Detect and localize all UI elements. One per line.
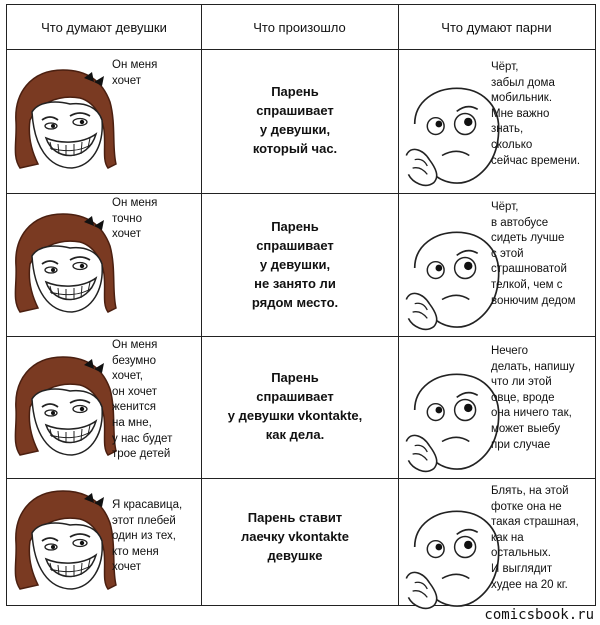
event-2: Парень спрашивает у девушки, не занято ли рядом место. [251, 218, 339, 310]
girl-thought-2: Он меня точно хочет [112, 197, 158, 241]
girl-face-icon [8, 351, 118, 461]
guy-face-icon [400, 505, 505, 610]
event-4: Парень ставит лаечку vkontakte девушке [241, 509, 349, 563]
row-1-girl-cell [8, 50, 198, 190]
girl-thought-3: Он меня безумно хочет, он хочет женится на мне, у нас будет трое детей [112, 339, 173, 461]
guy-thought-1: Чёрт, забыл дома мобильник. Мне важно знать, сколько сейчас времени. [491, 61, 581, 167]
guy-thought-4: Блять, на этой фотке она не такая страшная, как на остальных. И выглядит худее на 20 кг. [491, 485, 579, 591]
girl-thought-1: Он меня хочет [112, 59, 158, 87]
row-2-girl-cell [8, 194, 198, 334]
girl-face-icon [8, 485, 118, 595]
header-girls: Что думают девушки [41, 19, 167, 35]
header-guys: Что думают парни [441, 19, 552, 35]
girl-face-icon [8, 208, 118, 318]
header-what-happened: Что произошло [253, 19, 346, 35]
column-divider [398, 5, 399, 605]
guy-thought-2: Чёрт, в автобусе сидеть лучше с этой страшноватой телкой, чем с вонючим дедом [491, 201, 576, 307]
guy-face-icon [400, 226, 505, 331]
guy-face-icon [400, 368, 505, 473]
event-3: Парень спрашивает у девушки vkontakte, как дела. [227, 370, 363, 442]
guy-face-icon [400, 82, 505, 187]
girl-thought-4: Я красавица, этот плебей один из тех, кто меня хочет [112, 499, 183, 574]
guy-thought-3: Нечего делать, напишу что ли этой овце, вроде она ничего так, может выебу при случае [491, 345, 575, 451]
event-1: Парень спрашивает у девушки, который час. [252, 84, 338, 156]
site-credit: comicsbook.ru [484, 607, 594, 623]
girl-face-icon [8, 64, 118, 174]
